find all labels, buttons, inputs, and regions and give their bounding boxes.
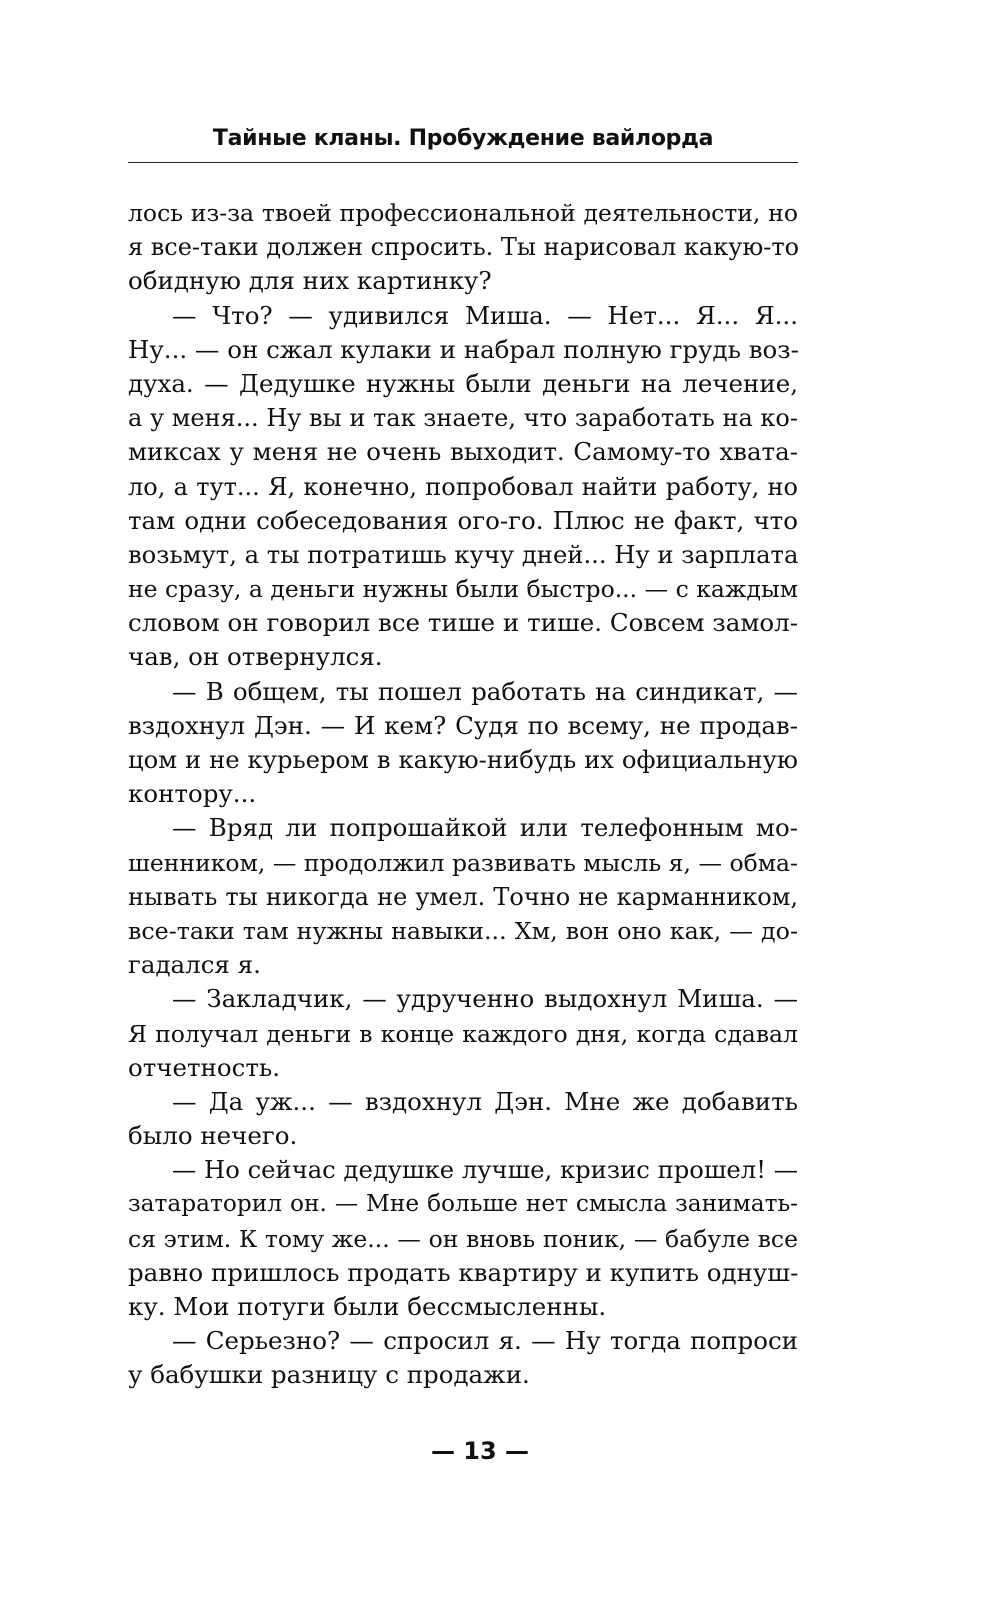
paragraph-first-line: — Закладчик, — удрученно выдохнул Миша. — (172, 984, 798, 1014)
text-line: нывать ты никогда не умел. Точно не карманником, (128, 882, 798, 911)
text-line: миксах у меня не очень выходит. Самому-то хвата- (128, 437, 798, 467)
text-line: шенником, — продолжил развивать мысль я, — обма- (128, 848, 798, 877)
running-header-title: Тайные кланы. Пробуждение вайлорда (212, 126, 714, 151)
text-line: контору... (128, 779, 257, 809)
text-line: вздохнул Дэн. — И кем? Судя по всему, не продав- (128, 710, 798, 740)
text-line: Ну... — он сжал кулаки и набрал полную грудь воз- (128, 334, 799, 364)
text-line: я все-таки должен спросить. Ты нарисовал какую-то (128, 233, 800, 262)
text-line: было нечего. (128, 1121, 298, 1151)
text-line: отчетность. (128, 1052, 281, 1082)
header-rule (128, 162, 798, 163)
text-line: ку. Мои потуги были бессмысленны. (128, 1292, 607, 1321)
text-line: духа. — Дедушке нужны были деньги на лечение, (128, 368, 798, 398)
text-line: ло, а тут... Я, конечно, попробовал найти работу, но (128, 472, 798, 501)
paragraph-first-line: — В общем, ты пошел работать на синдикат, — (172, 676, 798, 706)
paragraph-first-line: — Да уж... — вздохнул Дэн. Мне же добавить (172, 1086, 798, 1116)
text-line: чав, он отвернулся. (128, 642, 383, 672)
text-line: затараторил он. — Мне больше нет смысла занимать- (128, 1190, 798, 1218)
text-line: не сразу, а деньги нужны были быстро... — с каждым (128, 575, 798, 604)
text-line: у бабушки разницу с продажи. (128, 1360, 530, 1390)
text-line: словом он говорил все тише и тише. Совсем замол- (128, 608, 798, 638)
text-line: ся этим. К тому же... — он вновь поник, — бабуле все (128, 1224, 798, 1253)
page-number: — 13 — (430, 1437, 530, 1465)
body-text (128, 196, 798, 1393)
text-line: возьмут, а ты потратишь кучу дней... Ну и зарплата (128, 539, 799, 569)
text-line: лось из-за твоей профессиональной деятельности, но (128, 199, 798, 227)
paragraph-first-line: — Но сейчас дедушке лучше, кризис прошел! — (172, 1155, 798, 1185)
paragraph-first-line: — Вряд ли попрошайкой или телефонным мо- (172, 813, 798, 843)
text-line: а у меня... Ну вы и так знаете, что заработать на ко- (128, 404, 798, 433)
text-line: обидную для них картинку? (128, 266, 492, 296)
text-line: гадался я. (128, 950, 261, 980)
paragraph-first-line: — Серьезно? — спросил я. — Ну тогда попроси (172, 1326, 798, 1356)
text-line: там одни собеседования ого-го. Плюс не факт, что (128, 505, 798, 535)
text-line: равно пришлось продать квартиру и купить однуш- (128, 1257, 799, 1287)
text-line: все-таки там нужны навыки... Хм, вон оно как, — до- (128, 916, 798, 945)
text-line: Я получал деньги в конце каждого дня, когда сдавал (128, 1019, 798, 1048)
paragraph-first-line: — Что? — удивился Миша. — Нет... Я... Я... (172, 300, 798, 330)
text-line: цом и не курьером в какую-нибудь их официальную (128, 745, 798, 774)
